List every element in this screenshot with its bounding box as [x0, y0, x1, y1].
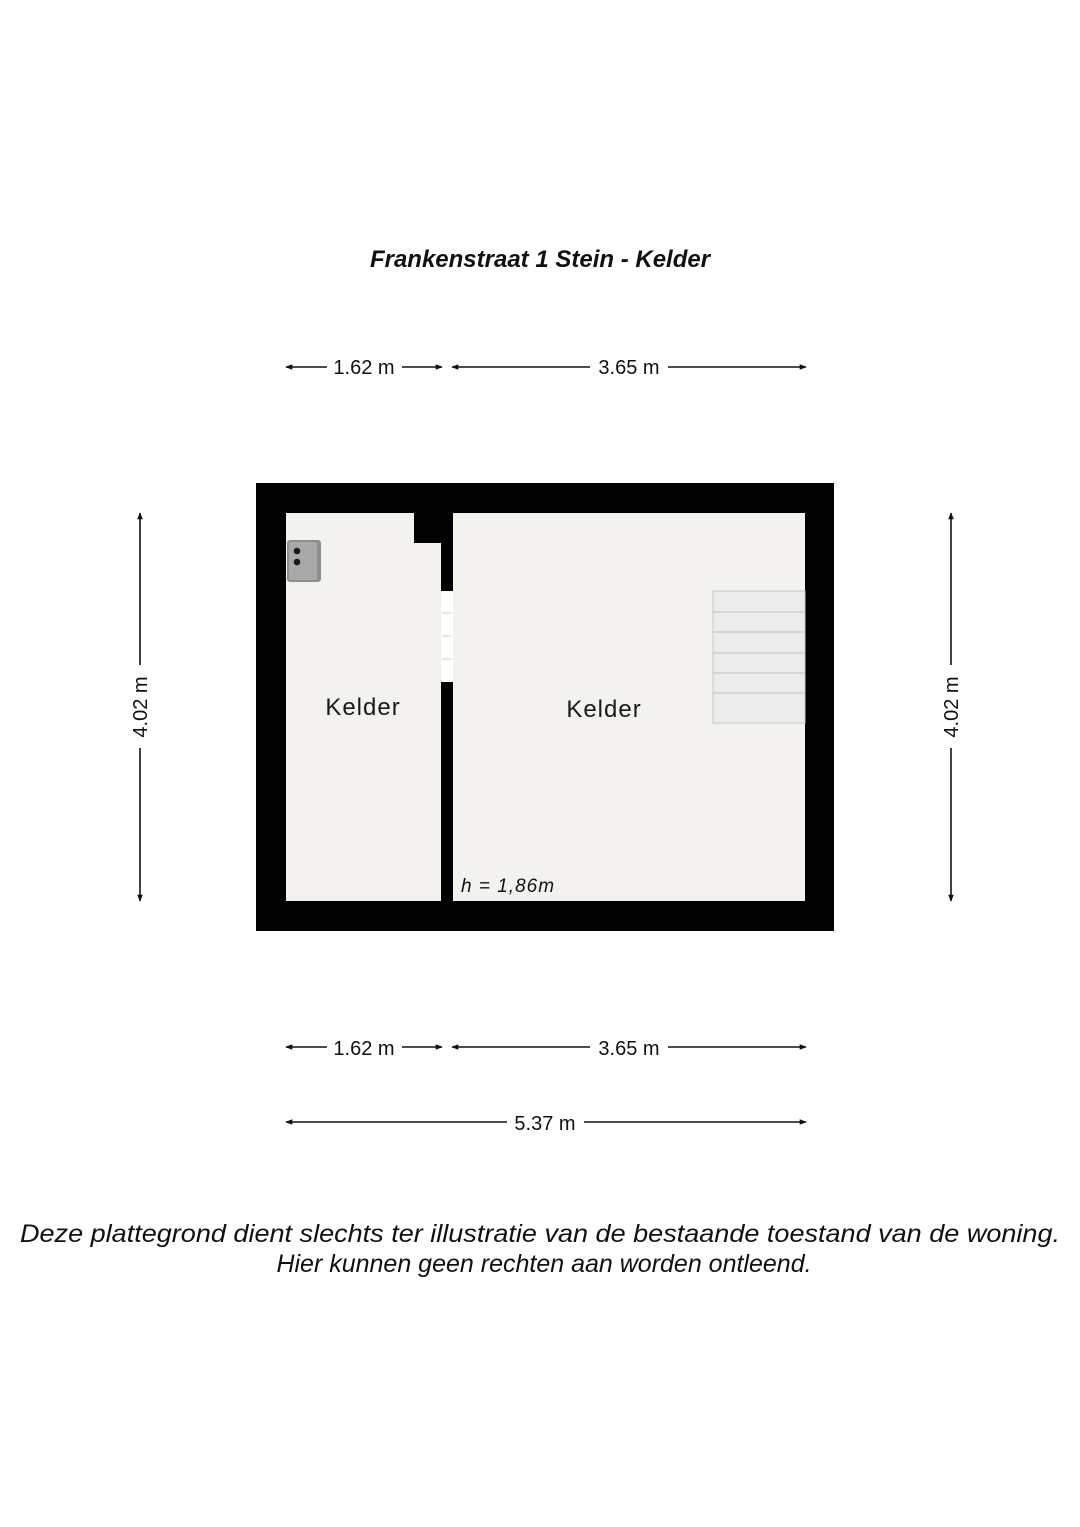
dim-bottom-right-label: 3.65 m: [598, 1038, 660, 1060]
disclaimer-line-1: Deze plattegrond dient slechts ter illustratie van de bestaande toestand van de woning.: [20, 1220, 1060, 1248]
dim-total-label: 5.37 m: [514, 1113, 576, 1135]
dim-right-label: 4.02 m: [941, 676, 963, 738]
ceiling-height-label: h = 1,86m: [461, 876, 556, 897]
dimension-top: [286, 357, 806, 379]
dimension-left: [130, 513, 152, 901]
dimension-total: [286, 1113, 806, 1135]
doorway: [441, 591, 453, 682]
dimension-right: [941, 513, 963, 901]
dimension-bottom: [286, 1038, 806, 1060]
dim-top-right-label: 3.65 m: [598, 357, 660, 379]
dim-left-label: 4.02 m: [130, 676, 152, 738]
dim-top-left-label: 1.62 m: [333, 357, 395, 379]
dim-bottom-left-label: 1.62 m: [333, 1038, 395, 1060]
disclaimer-line-2: Hier kunnen geen rechten aan worden ontleend.: [276, 1250, 812, 1278]
room-label-left: Kelder: [325, 694, 401, 721]
plan-title: Frankenstraat 1 Stein - Kelder: [369, 246, 711, 273]
staircase: [713, 591, 805, 723]
room-label-right: Kelder: [566, 696, 642, 723]
boiler-icon: [287, 540, 321, 582]
floorplan: [256, 483, 834, 931]
